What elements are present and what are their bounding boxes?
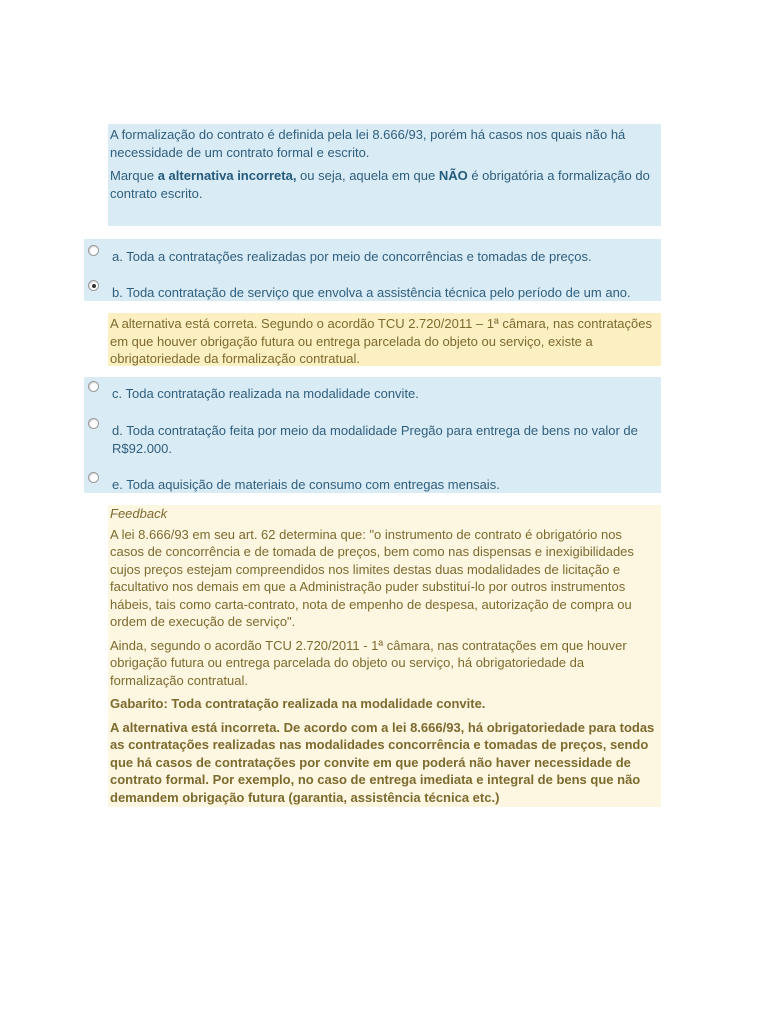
option-a-label[interactable]: a. Toda a contratações realizadas por meio de concorrências e tomadas de preços.: [112, 249, 592, 264]
feedback-explanation: A alternativa está incorreta. De acordo com a lei 8.666/93, há obrigatoriedade para todas as contratações realizadas nas modalidades concorrência e tomadas de preços, sendo que há casos de contratações por convite em que poderá não haver necessidade de contrato formal. Por exemplo, no caso de entrega imediata e integral de bens que não demandem obrigação futura (garantia, assistência técnica etc.): [110, 719, 655, 805]
feedback-title: Feedback: [110, 506, 168, 521]
feedback-paragraph-2: Ainda, segundo o acordão TCU 2.720/2011 - 1ª câmara, nas contratações em que houver obrigação futura ou entrega parcelada do objeto ou serviço, há obrigatoriedade da formalização contratual.: [110, 637, 627, 688]
feedback-gabarito: Gabarito: Toda contratação realizada na modalidade convite.: [110, 696, 486, 711]
option-d-label[interactable]: d. Toda contratação feita por meio da modalidade Pregão para entrega de bens no valor de R$92.000.: [112, 423, 638, 456]
option-a-radio[interactable]: [88, 245, 99, 256]
option-e-radio[interactable]: [88, 472, 99, 483]
feedback-panel: [108, 505, 661, 807]
question-paragraph-2: [110, 167, 659, 202]
question-emphasis-nao: NÃO: [438, 168, 468, 183]
question-paragraph-1: A formalização do contrato é definida pela lei 8.666/93, porém há casos nos quais não há necessidade de um contrato formal e escrito.: [110, 127, 626, 160]
question-p2-middle: ou seja, aquela em que: [296, 168, 439, 183]
option-e-label[interactable]: e. Toda aquisição de materiais de consumo com entregas mensais.: [112, 477, 500, 492]
question-p2-suffix: é obrigatória a formalização do contrato escrito.: [110, 168, 650, 201]
question-p2-prefix: Marque: [110, 168, 158, 183]
option-b-note: A alternativa está correta. Segundo o acordão TCU 2.720/2011 – 1ª câmara, nas contratações em que houver obrigação futura ou entrega parcelada do objeto ou serviço, existe a obrigatoriedade da formalização contratual.: [108, 313, 661, 366]
options-group-cde: [84, 377, 661, 493]
feedback-paragraph-1: A lei 8.666/93 em seu art. 62 determina que: "o instrumento de contrato é obrigatório nos casos de concorrência e de tomada de preços, bem como nas dispensas e inexigibilidades cujos preços estejam compreendidos nos limites destas duas modalidades de licitação e facultativo nos demais em que a Administração puder substituí-lo por outros instrumentos hábeis, tais como carta-contrato, nota de empenho de despesa, autorização de compra ou ordem de execução de serviço".: [110, 526, 634, 629]
option-d-radio[interactable]: [88, 418, 99, 429]
option-c-radio[interactable]: [88, 381, 99, 392]
option-c-label[interactable]: c. Toda contratação realizada na modalidade convite.: [112, 386, 419, 401]
question-emphasis-incorrect: a alternativa incorreta,: [157, 168, 297, 183]
question-statement: [108, 124, 661, 226]
option-b-radio[interactable]: [88, 280, 99, 291]
option-b-label[interactable]: b. Toda contratação de serviço que envolva a assistência técnica pelo período de um ano.: [112, 285, 631, 300]
options-group-ab: [84, 239, 661, 301]
